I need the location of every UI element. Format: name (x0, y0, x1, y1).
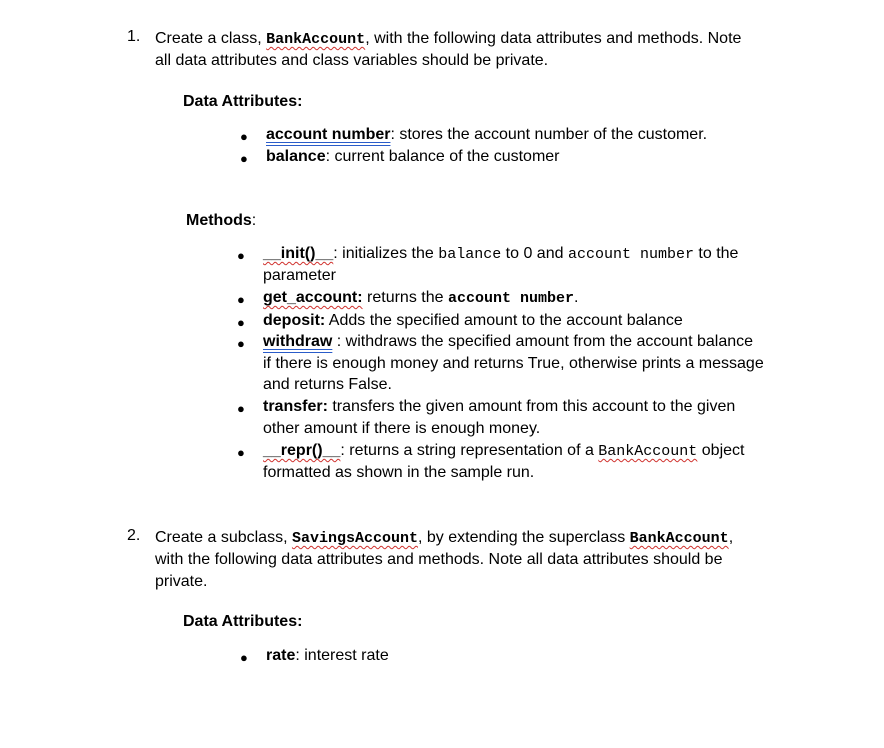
method-get-account: get_account: returns the account number. (263, 289, 579, 307)
bullet-icon: ● (237, 248, 245, 263)
bullet-icon: ● (237, 401, 245, 416)
method-repr-line-2: formatted as shown in the sample run. (263, 464, 535, 481)
bullet-icon: ● (237, 292, 245, 307)
attribute-balance: balance: current balance of the customer (266, 148, 560, 165)
item-1-line-1: Create a class, BankAccount, with the following data attributes and methods. Note (155, 30, 742, 48)
class-name-bankaccount: BankAccount (266, 31, 366, 48)
method-transfer: transfer: transfers the given amount from this account to the given (263, 398, 736, 415)
item-2-number: 2. (127, 527, 141, 544)
item-1-number: 1. (127, 28, 141, 45)
class-name-bankaccount: BankAccount (629, 530, 729, 547)
attribute-rate: rate: interest rate (266, 647, 389, 664)
item-2-line-1: Create a subclass, SavingsAccount, by extending the superclass BankAccount, (155, 529, 734, 547)
bullet-icon: ● (240, 151, 248, 166)
item-2-line-3: private. (155, 573, 208, 590)
bullet-icon: ● (240, 129, 248, 144)
method-transfer-line-2: other amount if there is enough money. (263, 420, 541, 437)
data-attributes-heading: Data Attributes: (183, 93, 303, 110)
data-attributes-heading-2: Data Attributes: (183, 613, 303, 630)
item-1-line-2: all data attributes and class variables should be private. (155, 52, 549, 69)
method-init: __init()__: initializes the balance to 0 and account number to the (263, 245, 739, 263)
bullet-icon: ● (240, 650, 248, 665)
class-name-savingsaccount: SavingsAccount (291, 530, 418, 547)
method-deposit: deposit: Adds the specified amount to the account balance (263, 312, 683, 329)
method-withdraw-line-3: and returns False. (263, 376, 392, 393)
method-repr: __repr()__: returns a string representation of a BankAccount object (263, 442, 745, 460)
bullet-icon: ● (237, 445, 245, 460)
bullet-icon: ● (237, 336, 245, 351)
bullet-icon: ● (237, 315, 245, 330)
method-withdraw: withdraw : withdraws the specified amount from the account balance (263, 333, 754, 350)
method-withdraw-line-2: if there is enough money and returns True, otherwise prints a message (263, 355, 764, 372)
methods-heading: Methods: (186, 212, 257, 229)
attribute-account-number: account number: stores the account number of the customer. (266, 126, 708, 143)
item-2-line-2: with the following data attributes and methods. Note all data attributes should be (155, 551, 723, 568)
method-init-line-2: parameter (263, 267, 336, 284)
